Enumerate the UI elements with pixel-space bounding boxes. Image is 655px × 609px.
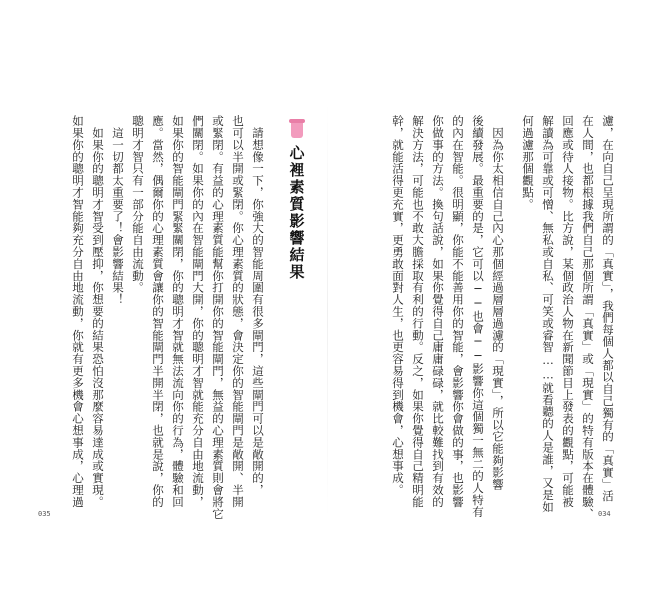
left-column: 或緊閉。有益的心理素質能幫你打開你的智能閘門，無益的心理素質則會將它 bbox=[211, 115, 225, 520]
right-column: 後續發展。最重要的是，它可以──也會──影響你這個獨一無二的人特有 bbox=[471, 115, 485, 518]
left-column: 如果你的聰明才智受到壓抑，你想要的結果恐怕沒那麼容易達成或實現。 bbox=[91, 115, 105, 508]
section-heading-block bbox=[278, 115, 316, 315]
right-column: 的內在智能。很明顯，你能不能善用你的智能，會影響你會做的事，也影響 bbox=[451, 115, 465, 508]
left-column: 如果你的智能閘門緊緊關閉，你的聰明才智就無法流向你的行為，體驗和回 bbox=[171, 115, 185, 508]
right-page-text bbox=[340, 115, 618, 520]
page-gutter bbox=[327, 100, 328, 520]
left-page bbox=[38, 115, 316, 520]
left-column: 也可以半開或緊閉。你心理素質的狀態，會決定你的智能閘門是敞開、半開 bbox=[231, 115, 245, 508]
right-page bbox=[340, 115, 618, 520]
section-heading: 心裡素質影響結果 bbox=[287, 145, 306, 281]
left-page-text bbox=[38, 115, 268, 520]
right-column: 解讀為可靠或可憎、無私或自私、可笑或睿智……就看聽的人是誰，又是如 bbox=[541, 115, 555, 513]
left-column: 如果你的聰明才智能夠充分自由地流動，你就有更多機會心想事成，心理過 bbox=[71, 115, 85, 508]
pink-bucket-icon bbox=[289, 119, 305, 139]
left-column: 這一切都太重要了！會影響結果！ bbox=[111, 115, 125, 306]
left-column: 應。當然，偶爾你的心理素質會讓你的智能閘門半開半閉，也就是說，你的 bbox=[151, 115, 165, 508]
left-column: 們關閉。如果你的內在智能閘門大開，你的聰明才智就能充分自由地流動， bbox=[191, 115, 205, 508]
right-column-spacer bbox=[508, 115, 518, 520]
left-column: 請想像一下，你強大的智能周圍有很多閘門，這些閘門可以是敞開的， bbox=[251, 115, 265, 496]
right-column: 因為你太相信自己內心那個經過層層過濾的「現實」，所以它能夠影響 bbox=[491, 115, 505, 491]
right-column: 解決方法，可能也不敢大膽採取有利的行動。反之，如果你覺得自己精明能 bbox=[411, 115, 425, 508]
left-page-number: 035 bbox=[38, 510, 51, 518]
right-column: 幹，就能活得更充實，更勇敢面對人生，也更容易得到機會，心想事成。 bbox=[391, 115, 405, 496]
left-column: 聰明才智只有一部分能自由流動。 bbox=[131, 115, 145, 294]
right-page-number: 034 bbox=[598, 510, 611, 518]
right-column: 濾，在向自己呈現所謂的「真實」，我們每個人都以自己獨有的「真實」活 bbox=[601, 115, 615, 502]
right-column: 在人間，也都根據我們自己那個所謂「真實」或「現實」的特有版本在體驗、 bbox=[581, 115, 595, 520]
right-column: 何過濾那個觀點。 bbox=[521, 115, 535, 211]
right-column: 回應或待人接物。比方說，某個政治人物在新聞節目上發表的觀點，可能被 bbox=[561, 115, 575, 508]
right-column: 你做事的方法。換句話說，如果你覺得自己庸庸碌碌，就比較難找到有效的 bbox=[431, 115, 445, 508]
